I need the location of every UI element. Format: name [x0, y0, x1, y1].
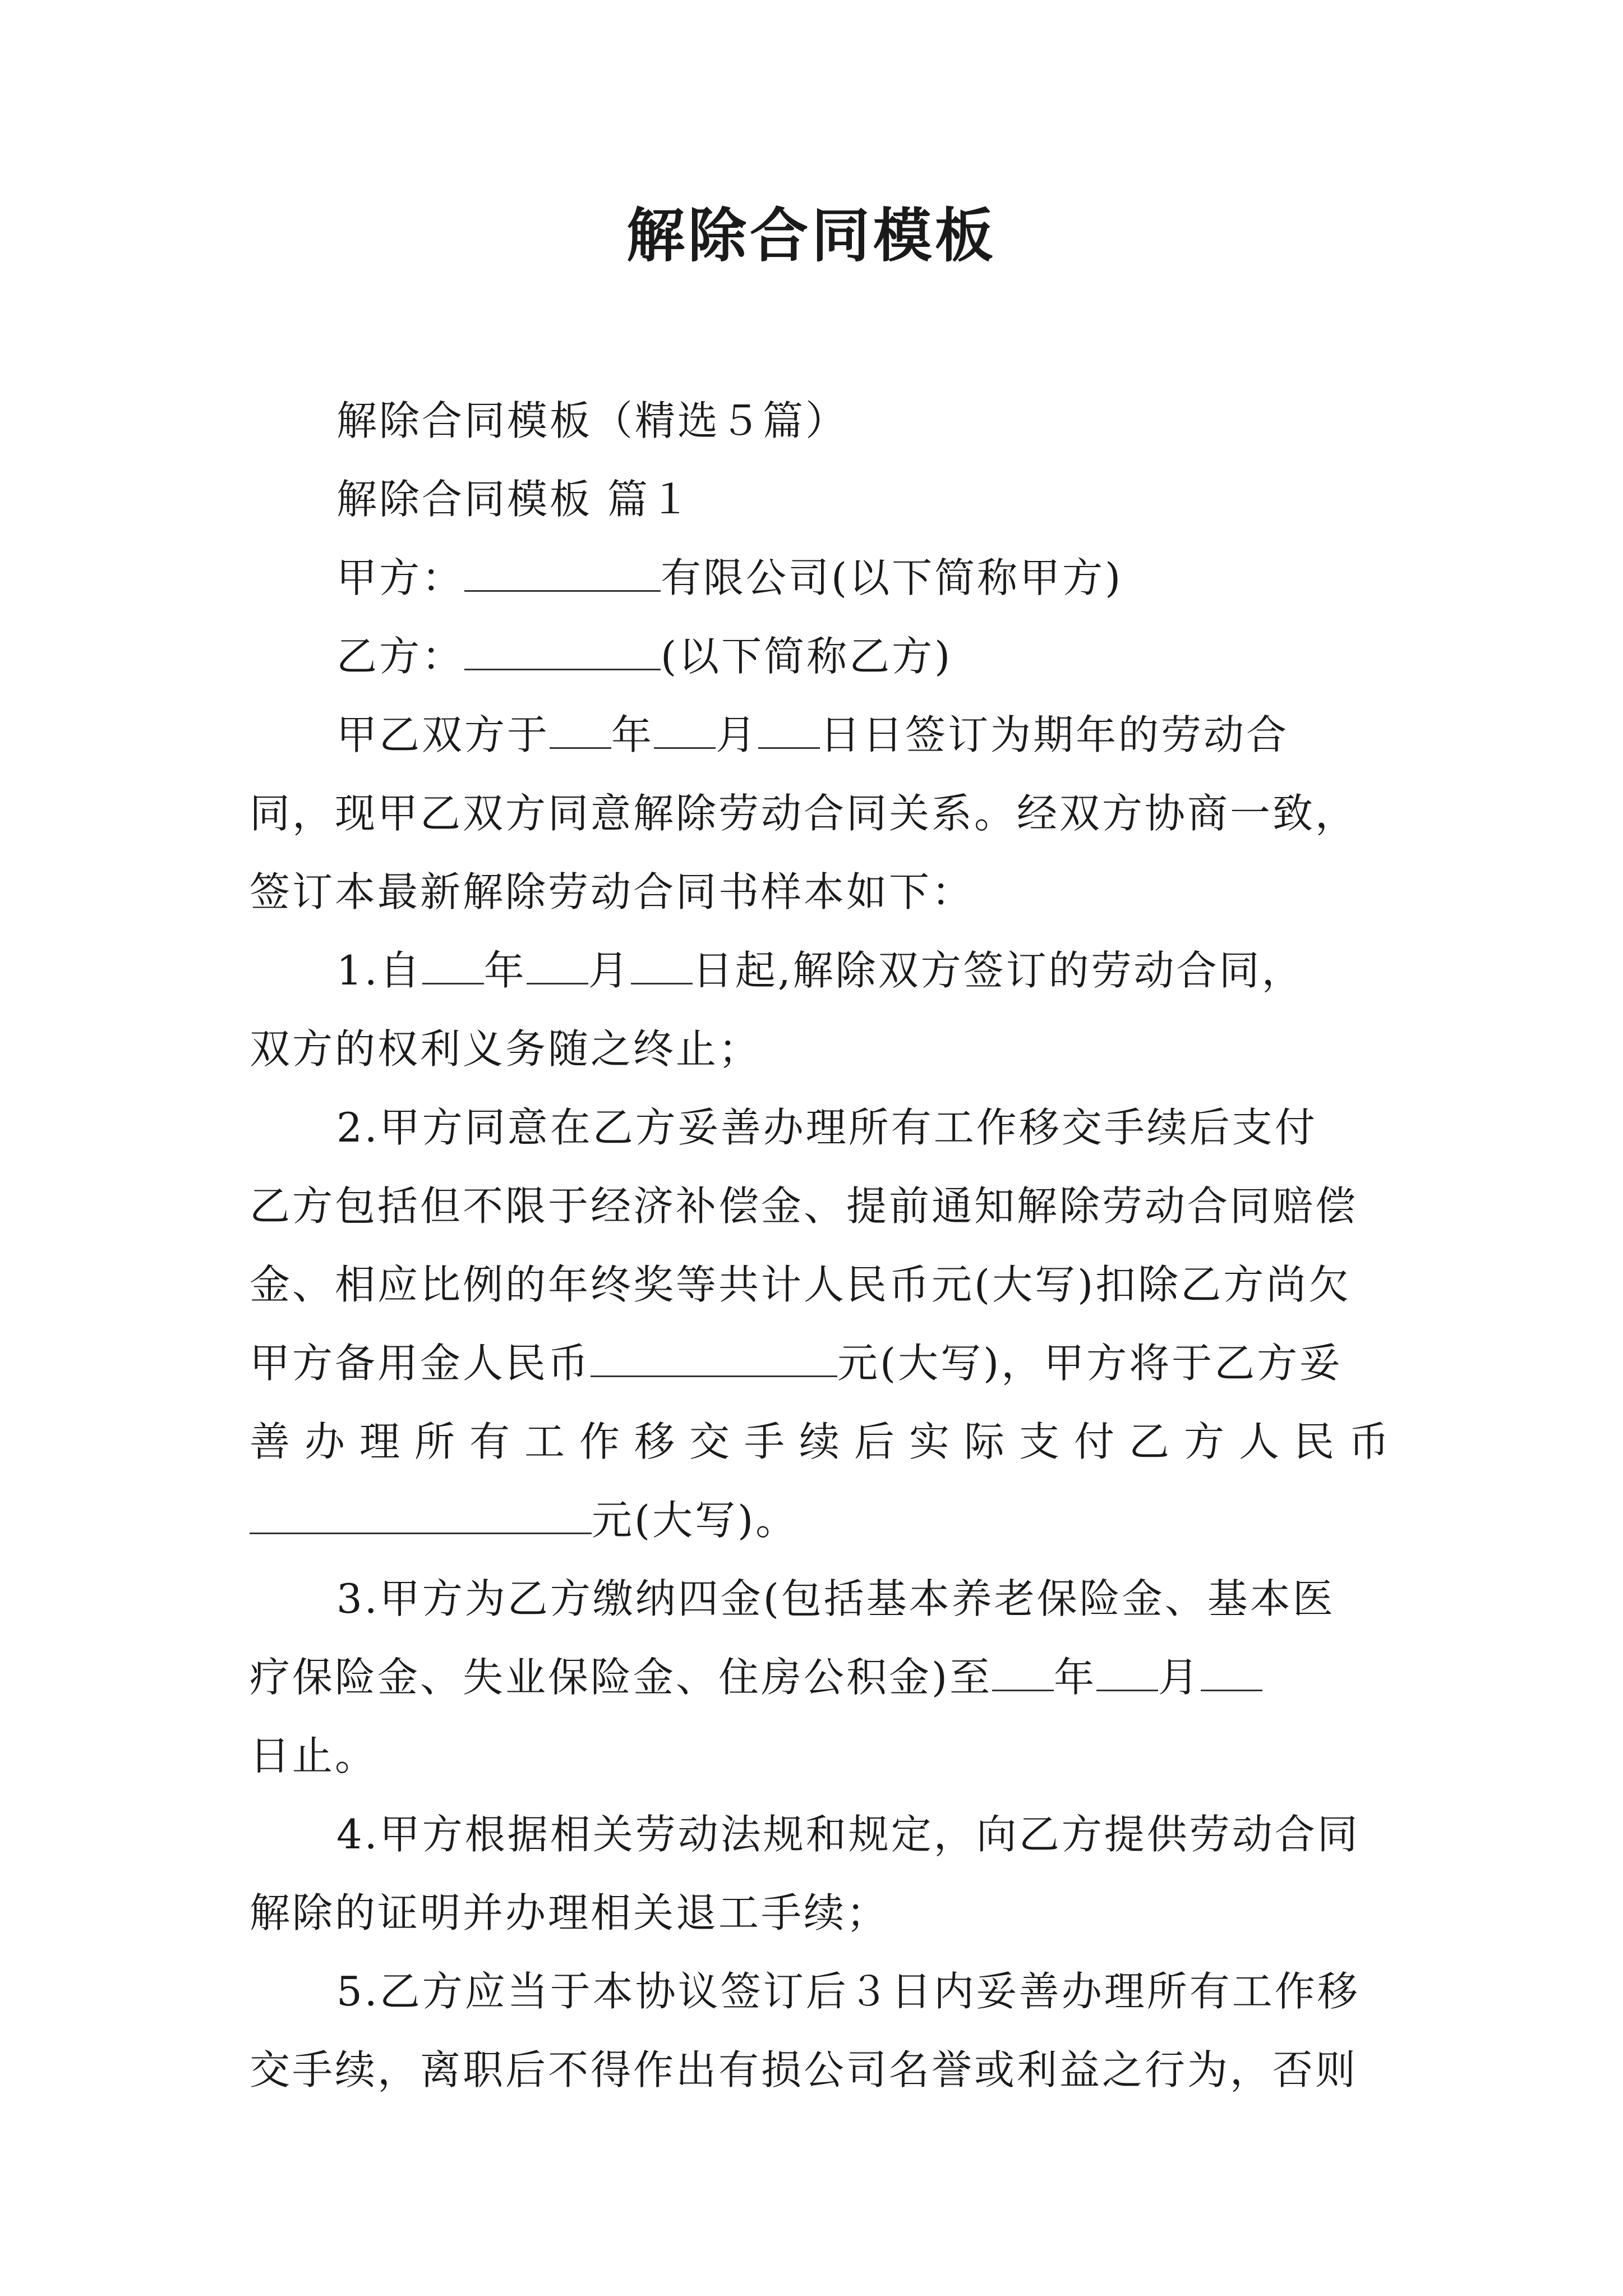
- item3-line-2: [250, 1638, 1382, 1717]
- year-label: 年: [483, 947, 527, 994]
- party-a-prefix: 甲方：: [336, 554, 465, 601]
- intro-text: 日日签订为期年的劳动合: [820, 711, 1289, 758]
- item2-line-6: [250, 1481, 1382, 1559]
- year-blank: [992, 1653, 1054, 1691]
- item-text: 元(大写)，甲方将于乙方妥: [837, 1340, 1343, 1387]
- item4-line-1: 4.甲方根据相关劳动法规和规定，向乙方提供劳动合同: [336, 1811, 1360, 1858]
- item2-line-3: 金、相应比例的年终奖等共计人民币元(大写)扣除乙方尚欠: [250, 1261, 1352, 1308]
- item5-line-1: 5.乙方应当于本协议签订后３日内妥善办理所有工作移: [336, 1968, 1360, 2015]
- day-blank: [758, 711, 820, 749]
- month-blank: [654, 711, 716, 749]
- month-blank: [527, 946, 588, 984]
- item3-line-3: 日止。: [250, 1732, 378, 1779]
- year-label: 年: [611, 711, 654, 758]
- item1-line-1: [250, 931, 1382, 1010]
- item2-line-5: 善办理所有工作移交手续后实际支付乙方人民币: [250, 1418, 1404, 1465]
- year-blank: [550, 711, 611, 749]
- item-text: 1.自: [336, 947, 422, 994]
- year-blank: [422, 946, 484, 984]
- document-title: 解除合同模板: [626, 201, 997, 270]
- month-label: 月: [716, 711, 759, 758]
- party-a-blank: [464, 554, 661, 592]
- party-b-suffix: (以下简称乙方): [661, 633, 953, 680]
- month-label: 月: [588, 947, 631, 994]
- item5-line-2: 交手续，离职后不得作出有损公司名誉或利益之行为，否则: [250, 2046, 1358, 2093]
- intro-line-2: 同，现甲乙双方同意解除劳动合同关系。经双方协商一致，: [250, 790, 1358, 837]
- item4-line-2: 解除的证明并办理相关退工手续；: [250, 1889, 889, 1936]
- party-a-suffix: 有限公司(以下简称甲方): [661, 554, 1123, 601]
- item1-line-2: 双方的权利义务随之终止；: [250, 1025, 762, 1073]
- intro-text: 甲乙双方于: [336, 711, 550, 758]
- item2-line-2: 乙方包括但不限于经济补偿金、提前通知解除劳动合同赔偿: [250, 1182, 1358, 1230]
- intro-line-1: [250, 696, 1382, 774]
- party-b-line: [250, 617, 1382, 696]
- day-blank: [631, 946, 693, 984]
- amount-blank: [591, 1339, 837, 1377]
- day-blank: [1201, 1653, 1262, 1691]
- subtitle: 解除合同模板（精选５篇）: [336, 397, 849, 444]
- party-b-blank: [464, 632, 661, 670]
- item-text: 甲方备用金人民币: [250, 1340, 591, 1387]
- document-body: [250, 381, 1404, 2109]
- item-text: 日起,解除双方签订的劳动合同，: [692, 947, 1304, 994]
- item3-line-1: 3.甲方为乙方缴纳四金(包括基本养老保险金、基本医: [336, 1575, 1335, 1622]
- amount-blank: [250, 1496, 592, 1534]
- item-text: 元(大写)。: [592, 1497, 799, 1544]
- intro-line-3: 签订本最新解除劳动合同书样本如下：: [250, 868, 975, 915]
- section-heading: 解除合同模板 篇１: [336, 476, 693, 523]
- month-blank: [1096, 1653, 1158, 1691]
- party-b-prefix: 乙方：: [336, 633, 465, 680]
- item-text: 疗保险金、失业保险金、住房公积金)至: [250, 1654, 993, 1701]
- month-label: 月: [1158, 1654, 1201, 1701]
- party-a-line: [250, 539, 1382, 617]
- item2-line-1: 2.甲方同意在乙方妥善办理所有工作移交手续后支付: [336, 1104, 1317, 1151]
- item2-line-4: [250, 1324, 1382, 1402]
- year-label: 年: [1054, 1654, 1097, 1701]
